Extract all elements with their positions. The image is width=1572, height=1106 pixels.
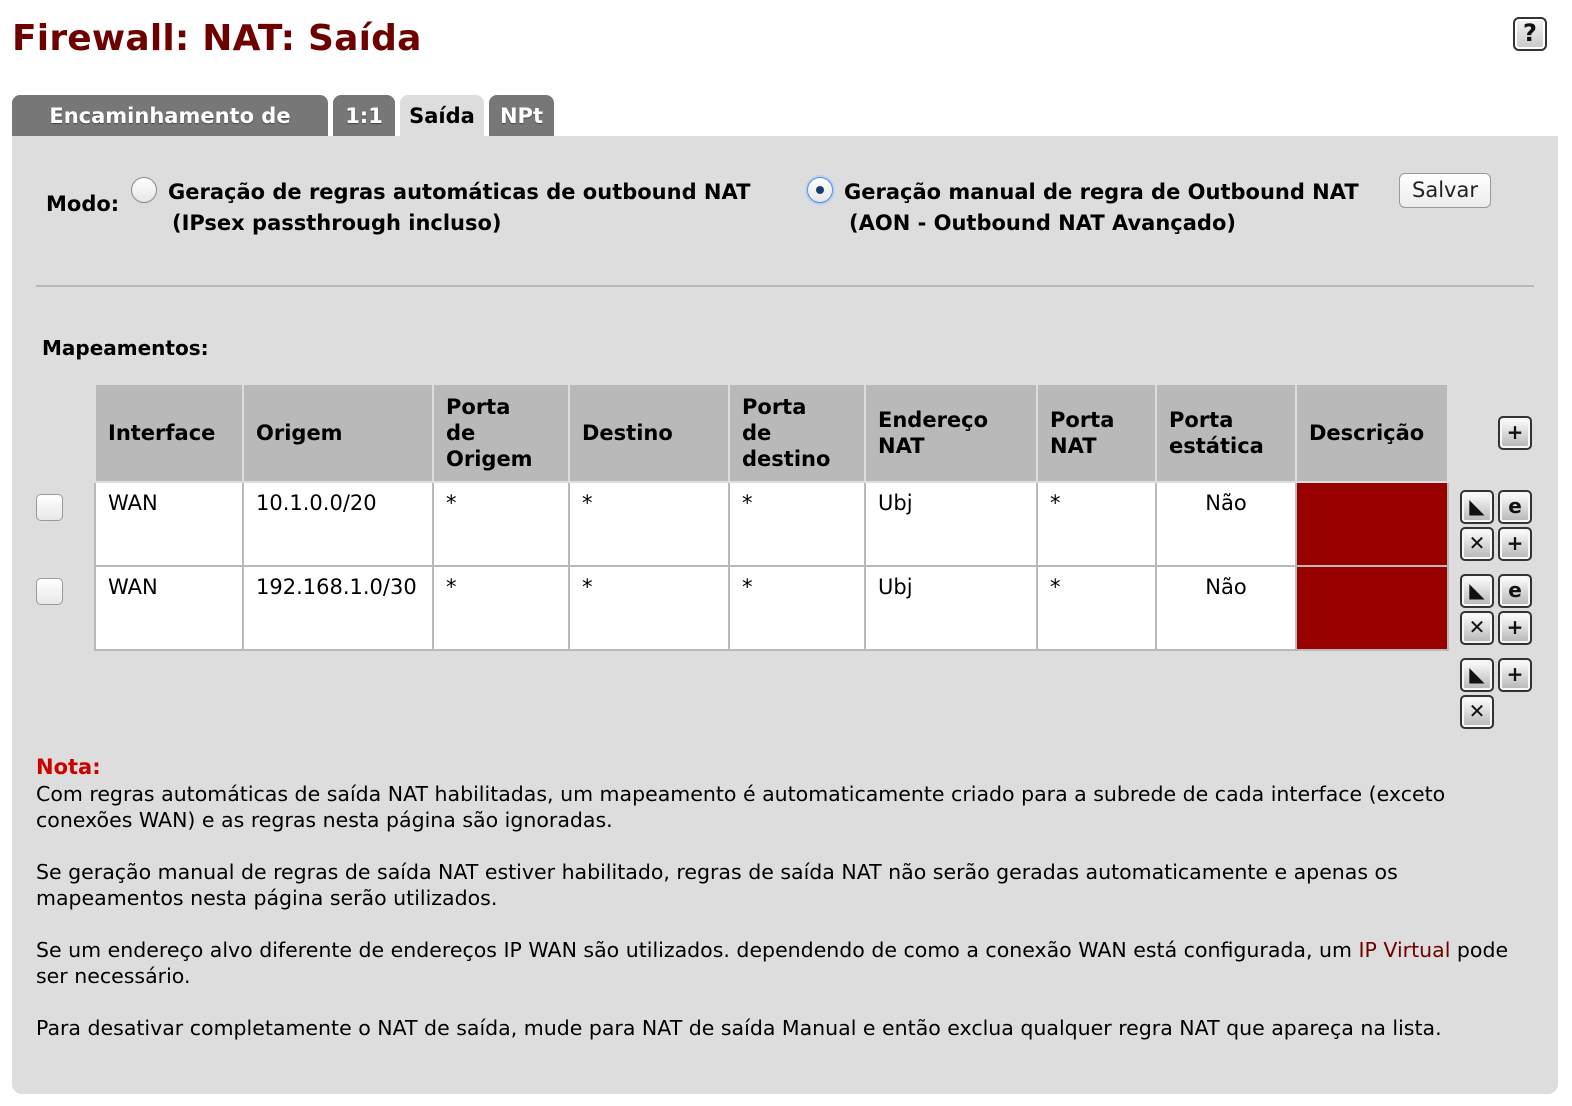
col-dest-port-l1: Porta: [742, 395, 807, 419]
note-paragraph-4: Para desativar completamente o NAT de saída, mude para NAT de saída Manual e então exclua qualquer regra NAT que apareça na lista.: [36, 1016, 1442, 1040]
add-rule-icon[interactable]: +: [1498, 527, 1532, 561]
cell-description: [1296, 482, 1448, 566]
col-destination: Destino: [569, 384, 729, 482]
tab-one-to-one[interactable]: 1:1: [333, 95, 395, 137]
note-paragraph-2: Se geração manual de regras de saída NAT estiver habilitado, regras de saída NAT não serão geradas automaticamente e apenas os mapeamentos nesta página serão utilizados.: [36, 860, 1398, 910]
col-dest-port-l2: de: [742, 421, 772, 445]
page-title: Firewall: NAT: Saída: [12, 18, 422, 59]
cell-destination: *: [569, 482, 729, 566]
mode-manual-line2: (AON - Outbound NAT Avançado): [849, 211, 1236, 235]
delete-rule-icon[interactable]: ✕: [1460, 527, 1494, 561]
col-dest-port: [729, 384, 865, 482]
col-nat-port-l1: Porta: [1050, 408, 1115, 432]
col-static-port: [1156, 384, 1296, 482]
col-source-port-l2: de: [446, 421, 476, 445]
note-paragraph-3: [36, 937, 1536, 989]
edit-rule-icon[interactable]: e: [1498, 490, 1532, 524]
col-nat-address-l1: Endereço: [878, 408, 989, 432]
col-static-port-l1: Porta: [1169, 408, 1234, 432]
mode-automatic-line2: (IPsex passthrough incluso): [172, 211, 502, 235]
cell-source: 10.1.0.0/20: [243, 482, 433, 566]
cell-static-port: Não: [1156, 482, 1296, 566]
cell-dest-port: *: [729, 566, 865, 650]
table-row[interactable]: [95, 482, 1448, 566]
col-nat-port-l2: NAT: [1050, 434, 1097, 458]
virtual-ip-link[interactable]: IP Virtual: [1358, 938, 1451, 962]
mappings-table: [94, 383, 1449, 651]
help-icon[interactable]: ?: [1513, 17, 1547, 51]
col-source-port-l3: Origem: [446, 447, 533, 471]
col-source-port: [433, 384, 569, 482]
add-rule-icon[interactable]: +: [1498, 416, 1532, 450]
col-nat-port: [1037, 384, 1156, 482]
divider: [36, 285, 1534, 287]
col-source-port-l1: Porta: [446, 395, 511, 419]
cell-nat-address: Ubj: [865, 482, 1037, 566]
edit-rule-icon[interactable]: e: [1498, 574, 1532, 608]
add-rule-icon[interactable]: +: [1498, 658, 1532, 692]
cell-dest-port: *: [729, 482, 865, 566]
note-p3-text: Se um endereço alvo diferente de endereços IP WAN são utilizados. dependendo de como a conexão WAN está configurada, um: [36, 938, 1359, 962]
note-title: Nota:: [36, 755, 101, 779]
col-nat-address-l2: NAT: [878, 434, 925, 458]
delete-selected-icon[interactable]: ✕: [1460, 695, 1494, 729]
cell-nat-port: *: [1037, 482, 1156, 566]
mode-label: Modo:: [46, 192, 120, 216]
note-paragraph-1: Com regras automáticas de saída NAT habilitadas, um mapeamento é automaticamente criado para a subrede de cada interface (exceto conexões WAN) e as regras nesta página são ignoradas.: [36, 782, 1446, 832]
note-p3-text-end: pode ser necessário.: [36, 938, 1509, 988]
mode-manual-radio[interactable]: [807, 177, 833, 203]
tab-npt[interactable]: NPt: [489, 95, 554, 137]
mode-automatic-radio[interactable]: [131, 177, 157, 203]
col-dest-port-l3: destino: [742, 447, 831, 471]
row-2-checkbox[interactable]: [36, 578, 63, 605]
cell-source-port: *: [433, 482, 569, 566]
move-rule-icon[interactable]: ◣: [1460, 490, 1494, 524]
mappings-label: Mapeamentos:: [42, 336, 209, 360]
outbound-panel: [12, 136, 1558, 1094]
mode-manual-line1: Geração manual de regra de Outbound NAT: [844, 180, 1359, 204]
tab-outbound[interactable]: Saída: [400, 95, 484, 137]
mode-manual-label[interactable]: [844, 177, 1359, 239]
cell-interface: WAN: [95, 482, 243, 566]
col-interface: Interface: [95, 384, 243, 482]
move-selected-icon[interactable]: ◣: [1460, 658, 1494, 692]
row-1-checkbox[interactable]: [36, 494, 63, 521]
cell-source: 192.168.1.0/30: [243, 566, 433, 650]
cell-interface: WAN: [95, 566, 243, 650]
cell-nat-address: Ubj: [865, 566, 1037, 650]
cell-destination: *: [569, 566, 729, 650]
move-rule-icon[interactable]: ◣: [1460, 574, 1494, 608]
table-header-row: [95, 384, 1448, 482]
col-static-port-l2: estática: [1169, 434, 1264, 458]
mode-automatic-label[interactable]: [168, 177, 750, 239]
mode-automatic-line1: Geração de regras automáticas de outbound NAT: [168, 180, 751, 204]
save-button[interactable]: Salvar: [1399, 173, 1491, 208]
delete-rule-icon[interactable]: ✕: [1460, 611, 1494, 645]
tab-port-forward[interactable]: Encaminhamento de: [12, 95, 328, 137]
cell-description: [1296, 566, 1448, 650]
col-nat-address: [865, 384, 1037, 482]
col-description: Descrição: [1296, 384, 1448, 482]
cell-source-port: *: [433, 566, 569, 650]
cell-nat-port: *: [1037, 566, 1156, 650]
add-rule-icon[interactable]: +: [1498, 611, 1532, 645]
table-row[interactable]: [95, 566, 1448, 650]
col-source: Origem: [243, 384, 433, 482]
cell-static-port: Não: [1156, 566, 1296, 650]
